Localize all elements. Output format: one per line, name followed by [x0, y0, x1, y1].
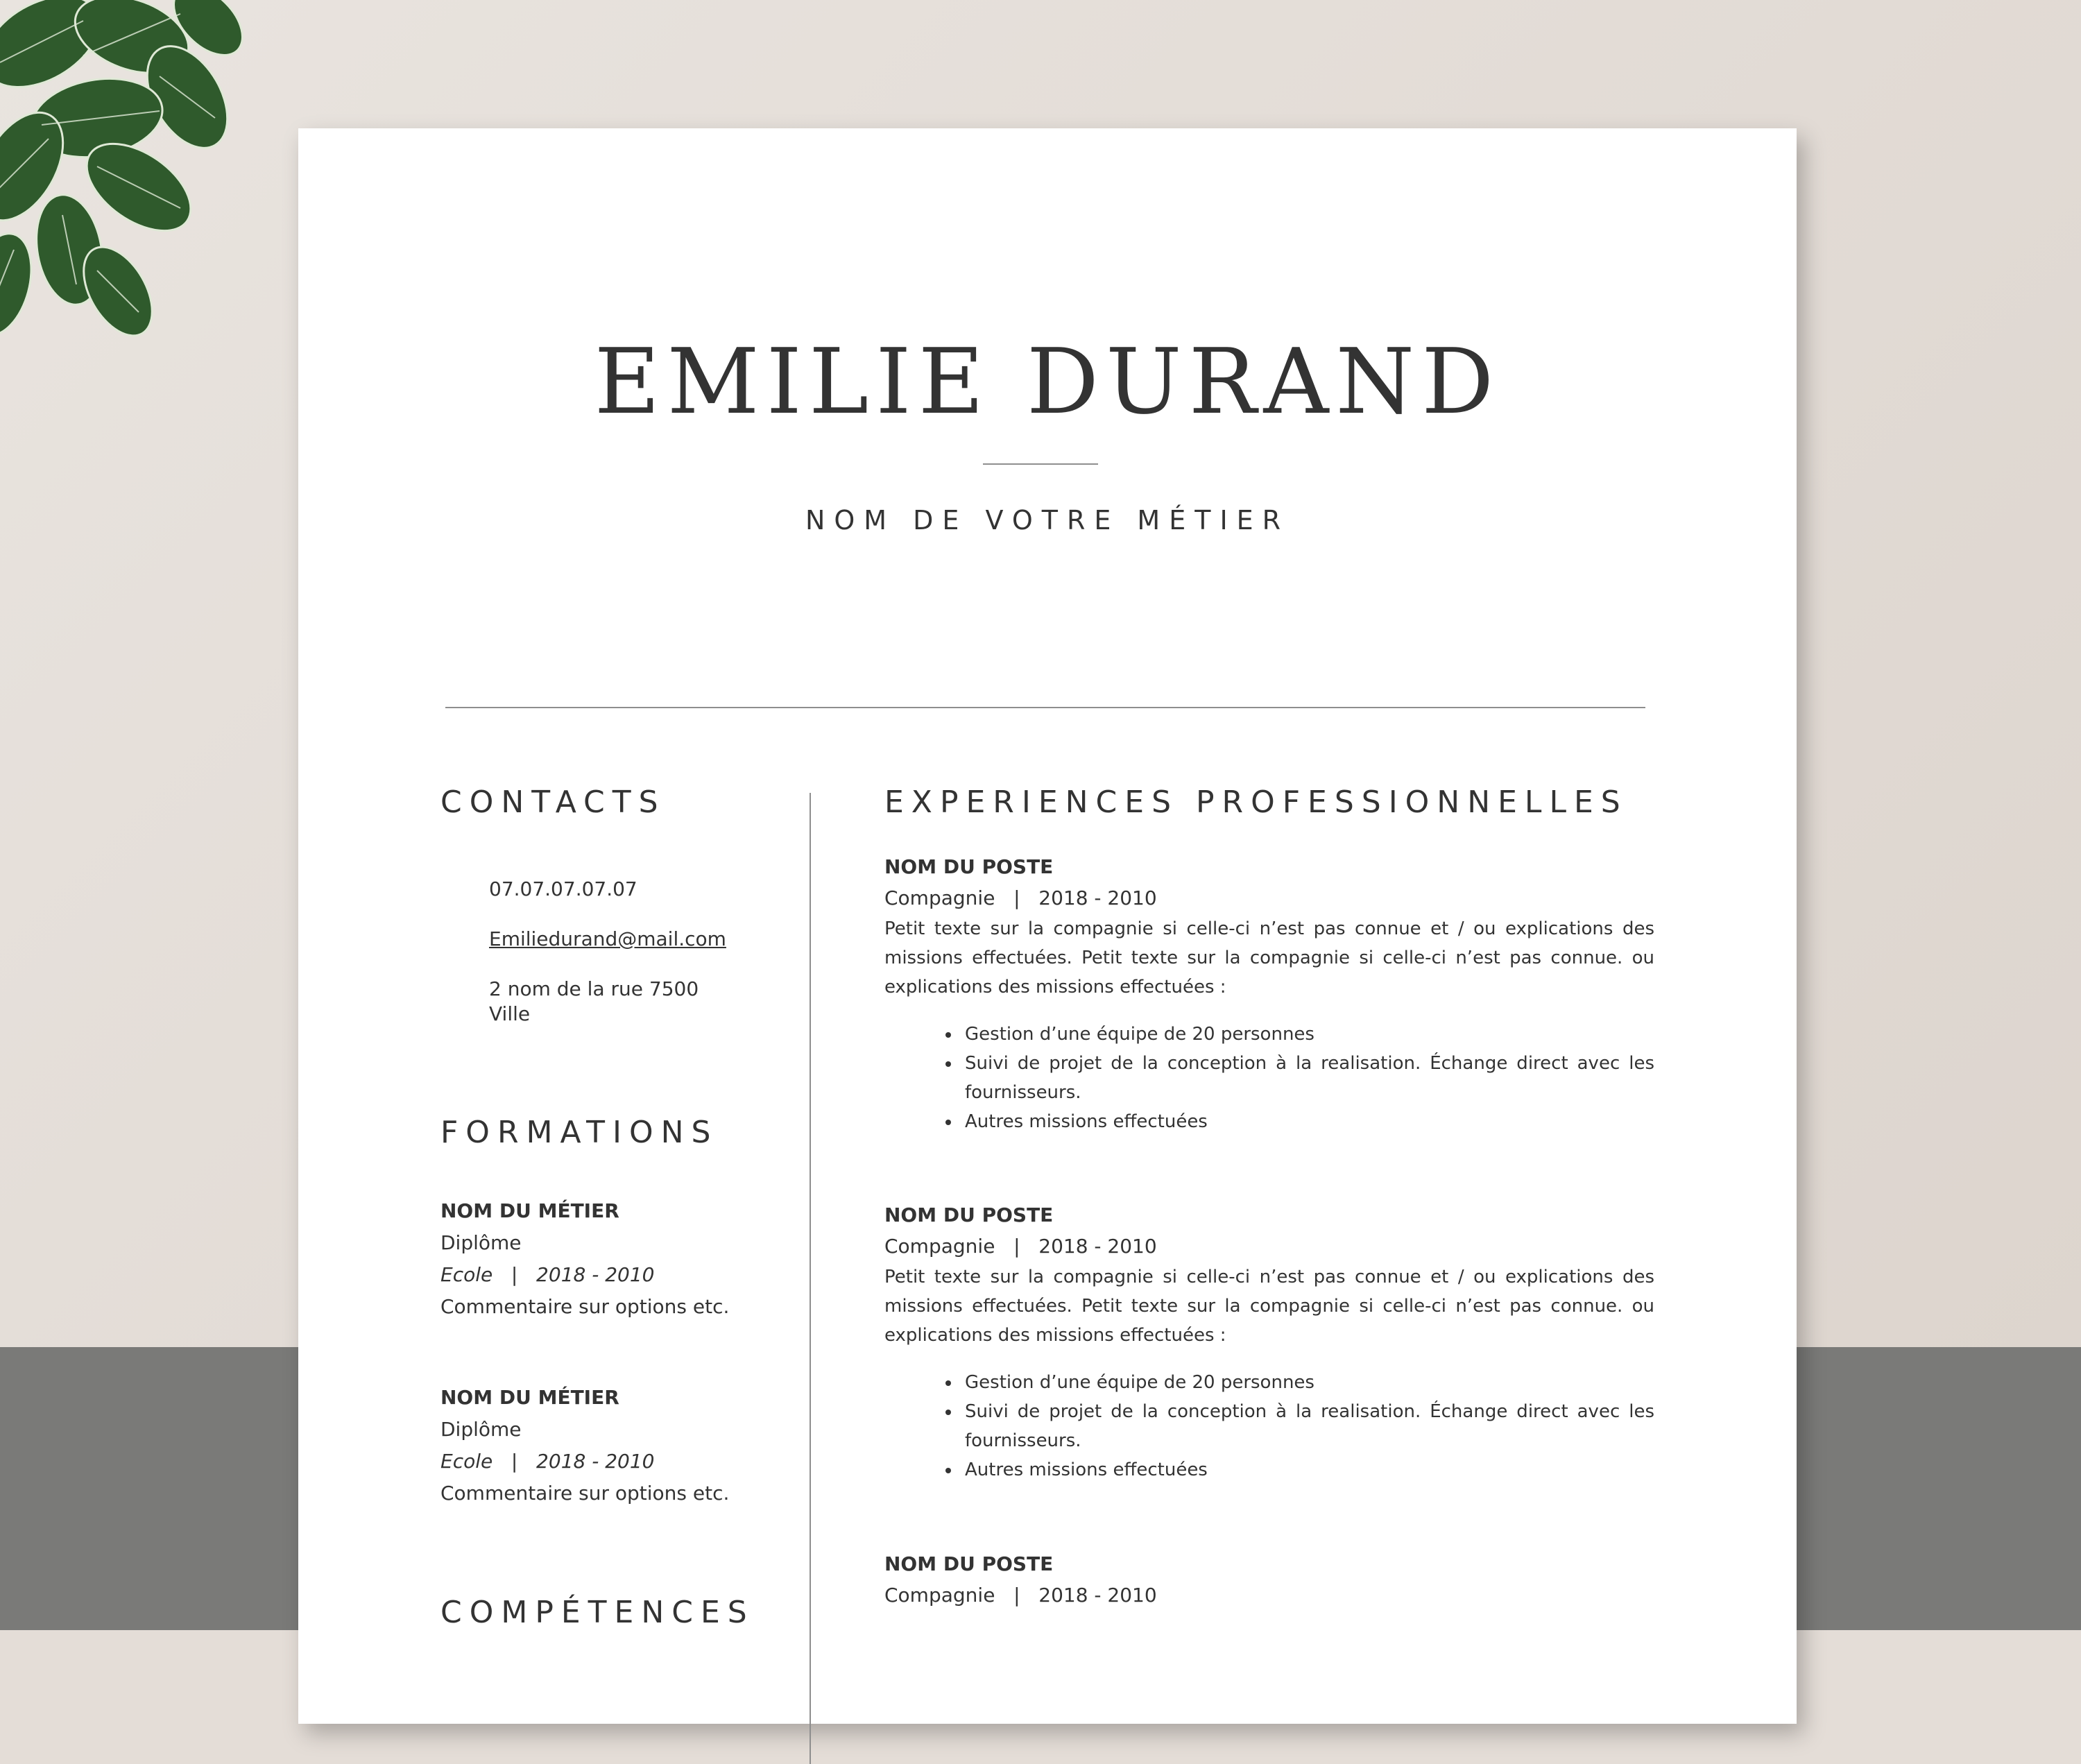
formation-comment: Commentaire sur options etc.: [440, 1295, 730, 1318]
contact-email[interactable]: Emiliedurand@mail.com: [489, 927, 726, 950]
competences-heading: COMPÉTENCES: [440, 1595, 755, 1630]
contact-address-line2: Ville: [489, 1002, 531, 1025]
column-divider: [810, 793, 811, 1764]
experience-bullet: • Autres missions effectuées: [961, 1455, 1654, 1484]
formation-title: NOM DU MÉTIER: [440, 1386, 619, 1409]
plant-decoration: [0, 0, 291, 402]
experience-bullets: [884, 1368, 1654, 1484]
formations-heading: FORMATIONS: [440, 1115, 719, 1150]
experience-title: NOM DU POSTE: [884, 1204, 1054, 1226]
experience-bullet: • Suivi de projet de la conception à la realisation. Échange direct avec les fournisseurs.: [961, 1049, 1654, 1107]
experience-title: NOM DU POSTE: [884, 1552, 1054, 1575]
experience-bullets: [884, 1020, 1654, 1136]
experience-company-dates: Compagnie | 2018 - 2010: [884, 887, 1157, 909]
title-divider: [983, 463, 1098, 465]
contact-address-line1: 2 nom de la rue 7500: [489, 977, 699, 1000]
experience-bullet: • Gestion d’une équipe de 20 personnes: [961, 1368, 1654, 1397]
job-title: NOM DE VOTRE MÉTIER: [805, 505, 1290, 536]
experience-bullet: • Autres missions effectuées: [961, 1107, 1654, 1136]
formation-school-dates: Ecole | 2018 - 2010: [440, 1450, 655, 1473]
formation-entry: [440, 1382, 801, 1509]
experience-bullet: • Gestion d’une équipe de 20 personnes: [961, 1020, 1654, 1049]
resume-page: [298, 128, 1797, 1724]
formation-comment: Commentaire sur options etc.: [440, 1482, 730, 1505]
experience-entry: [884, 1200, 1654, 1484]
formation-degree: Diplôme: [440, 1418, 522, 1441]
header-divider: [445, 707, 1645, 708]
experience-entry: [884, 1549, 1654, 1611]
experience-title: NOM DU POSTE: [884, 855, 1054, 878]
experience-company-dates: Compagnie | 2018 - 2010: [884, 1584, 1157, 1607]
experience-bullet: • Suivi de projet de la conception à la realisation. Échange direct avec les fournisseurs.: [961, 1397, 1654, 1455]
experiences-heading: EXPERIENCES PROFESSIONNELLES: [884, 785, 1628, 820]
formation-degree: Diplôme: [440, 1231, 522, 1254]
candidate-name: EMILIE DURAND: [594, 329, 1501, 434]
formation-title: NOM DU MÉTIER: [440, 1199, 619, 1222]
contact-phone: 07.07.07.07.07: [489, 877, 637, 900]
experience-company-dates: Compagnie | 2018 - 2010: [884, 1235, 1157, 1258]
formation-school-dates: Ecole | 2018 - 2010: [440, 1263, 655, 1286]
experience-entry: [884, 852, 1654, 1136]
experience-description: Petit texte sur la compagnie si celle-ci n’est pas connue et / ou explications des missions effectuées. Petit texte sur la compagnie si celle-ci n’est pas connue. ou explications des missions effectuées :: [884, 1267, 1654, 1346]
formation-entry: [440, 1195, 801, 1323]
experience-description: Petit texte sur la compagnie si celle-ci n’est pas connue et / ou explications des missions effectuées. Petit texte sur la compagnie si celle-ci n’est pas connue. ou explications des missions effectuées :: [884, 918, 1654, 997]
contacts-heading: CONTACTS: [440, 785, 666, 820]
